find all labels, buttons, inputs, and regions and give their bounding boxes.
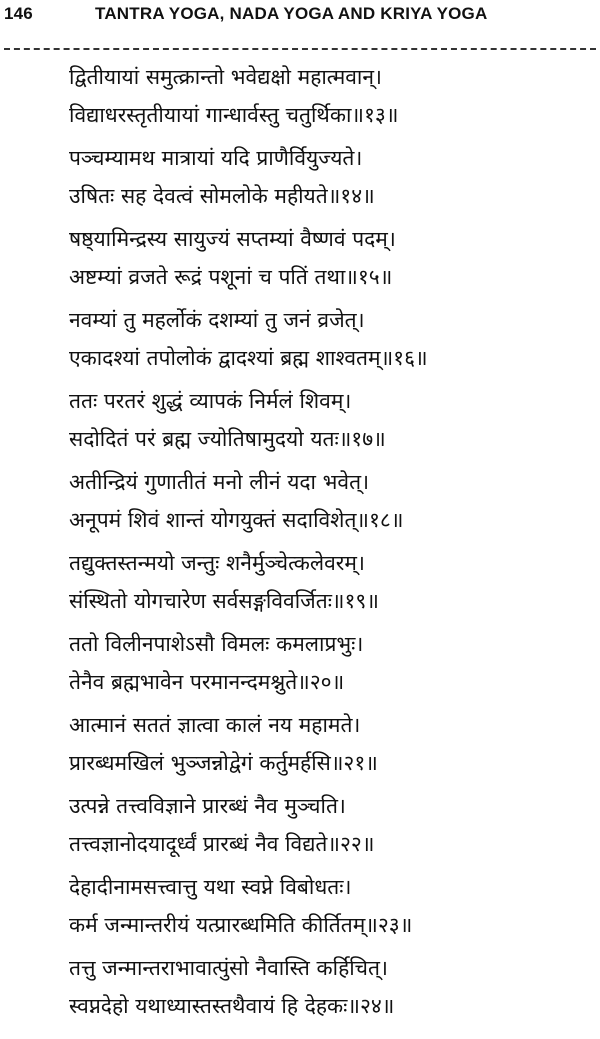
verse-line: कर्म जन्मान्तरीयं यत्प्रारब्धमिति कीर्तितम्॥२३॥ xyxy=(69,913,413,937)
verse-line: तत्तु जन्मान्तराभावात्पुंसो नैवास्ति कर्हिचित्। xyxy=(69,956,388,980)
verse-line: आत्मानं सततं ज्ञात्वा कालं नय महामते। xyxy=(69,713,361,737)
verse-line: अष्टम्यां व्रजते रूद्रं पशूनां च पतिं तथा॥१५॥ xyxy=(69,265,393,289)
verse-line: संस्थितो योगचारेण सर्वसङ्गविवर्जितः॥१९॥ xyxy=(69,589,379,613)
verse-19 xyxy=(69,544,594,625)
verse-line: देहादीनामसत्त्वात्तु यथा स्वप्ने विबोधतः। xyxy=(69,875,352,899)
running-title: TANTRA YOGA, NADA YOGA AND KRIYA YOGA xyxy=(95,4,488,23)
verse-line: तेनैव ब्रह्मभावेन परमानन्दमश्नुते॥२०॥ xyxy=(69,670,345,694)
verse-line: अनूपमं शिवं शान्तं योगयुक्तं सदाविशेत्॥१८॥ xyxy=(69,508,404,532)
verse-15 xyxy=(69,220,594,301)
verse-line: स्वप्नदेहो यथाध्यास्तस्तथैवायं हि देहकः॥२४॥ xyxy=(69,994,395,1018)
verse-line: सदोदितं परं ब्रह्म ज्योतिषामुदयो यतः॥१७॥ xyxy=(69,427,386,451)
verse-line: पञ्चम्यामथ मात्रायां यदि प्राणैर्वियुज्यते। xyxy=(69,146,363,170)
verse-line: तद्युक्तस्तन्मयो जन्तुः शनैर्मुञ्चेत्कलेवरम्। xyxy=(69,551,365,575)
verse-line: अतीन्द्रियं गुणातीतं मनो लीनं यदा भवेत्। xyxy=(69,470,370,494)
page-number: 146 xyxy=(4,4,33,23)
verse-13 xyxy=(69,58,594,139)
verse-list xyxy=(69,58,594,1030)
verse-20 xyxy=(69,625,594,706)
verse-line: नवम्यां तु महर्लोकं दशम्यां तु जनं व्रजेत्। xyxy=(69,308,365,332)
header-divider xyxy=(4,48,596,50)
verse-line: द्वितीयायां समुत्क्रान्तो भवेद्यक्षो महात्मवान्। xyxy=(69,65,382,89)
verse-line: ततः परतरं शुद्धं व्यापकं निर्मलं शिवम्। xyxy=(69,389,352,413)
verse-23 xyxy=(69,868,594,949)
verse-line: ततो विलीनपाशेऽसौ विमलः कमलाप्रभुः। xyxy=(69,632,364,656)
verse-line: तत्त्वज्ञानोदयादूर्ध्वं प्रारब्धं नैव विद्यते॥२२॥ xyxy=(69,832,375,856)
verse-17 xyxy=(69,382,594,463)
verse-line: प्रारब्धमखिलं भुञ्जन्नोद्वेगं कर्तुमर्हसि॥२१॥ xyxy=(69,751,378,775)
verse-16 xyxy=(69,301,594,382)
verse-14 xyxy=(69,139,594,220)
page-header xyxy=(0,4,600,30)
verse-18 xyxy=(69,463,594,544)
verse-24 xyxy=(69,949,594,1030)
verse-line: विद्याधरस्तृतीयायां गान्धार्वस्तु चतुर्थिका॥१३॥ xyxy=(69,103,399,127)
verse-line: एकादश्यां तपोलोकं द्वादश्यां ब्रह्म शाश्वतम्॥१६॥ xyxy=(69,346,428,370)
verse-22 xyxy=(69,787,594,868)
verse-line: षष्ठ्यामिन्द्रस्य सायुज्यं सप्तम्यां वैष्णवं पदम्। xyxy=(69,227,396,251)
verse-21 xyxy=(69,706,594,787)
verse-line: उत्पन्ने तत्त्वविज्ञाने प्रारब्धं नैव मुञ्चति। xyxy=(69,794,346,818)
verse-line: उषितः सह देवत्वं सोमलोके महीयते॥१४॥ xyxy=(69,184,375,208)
